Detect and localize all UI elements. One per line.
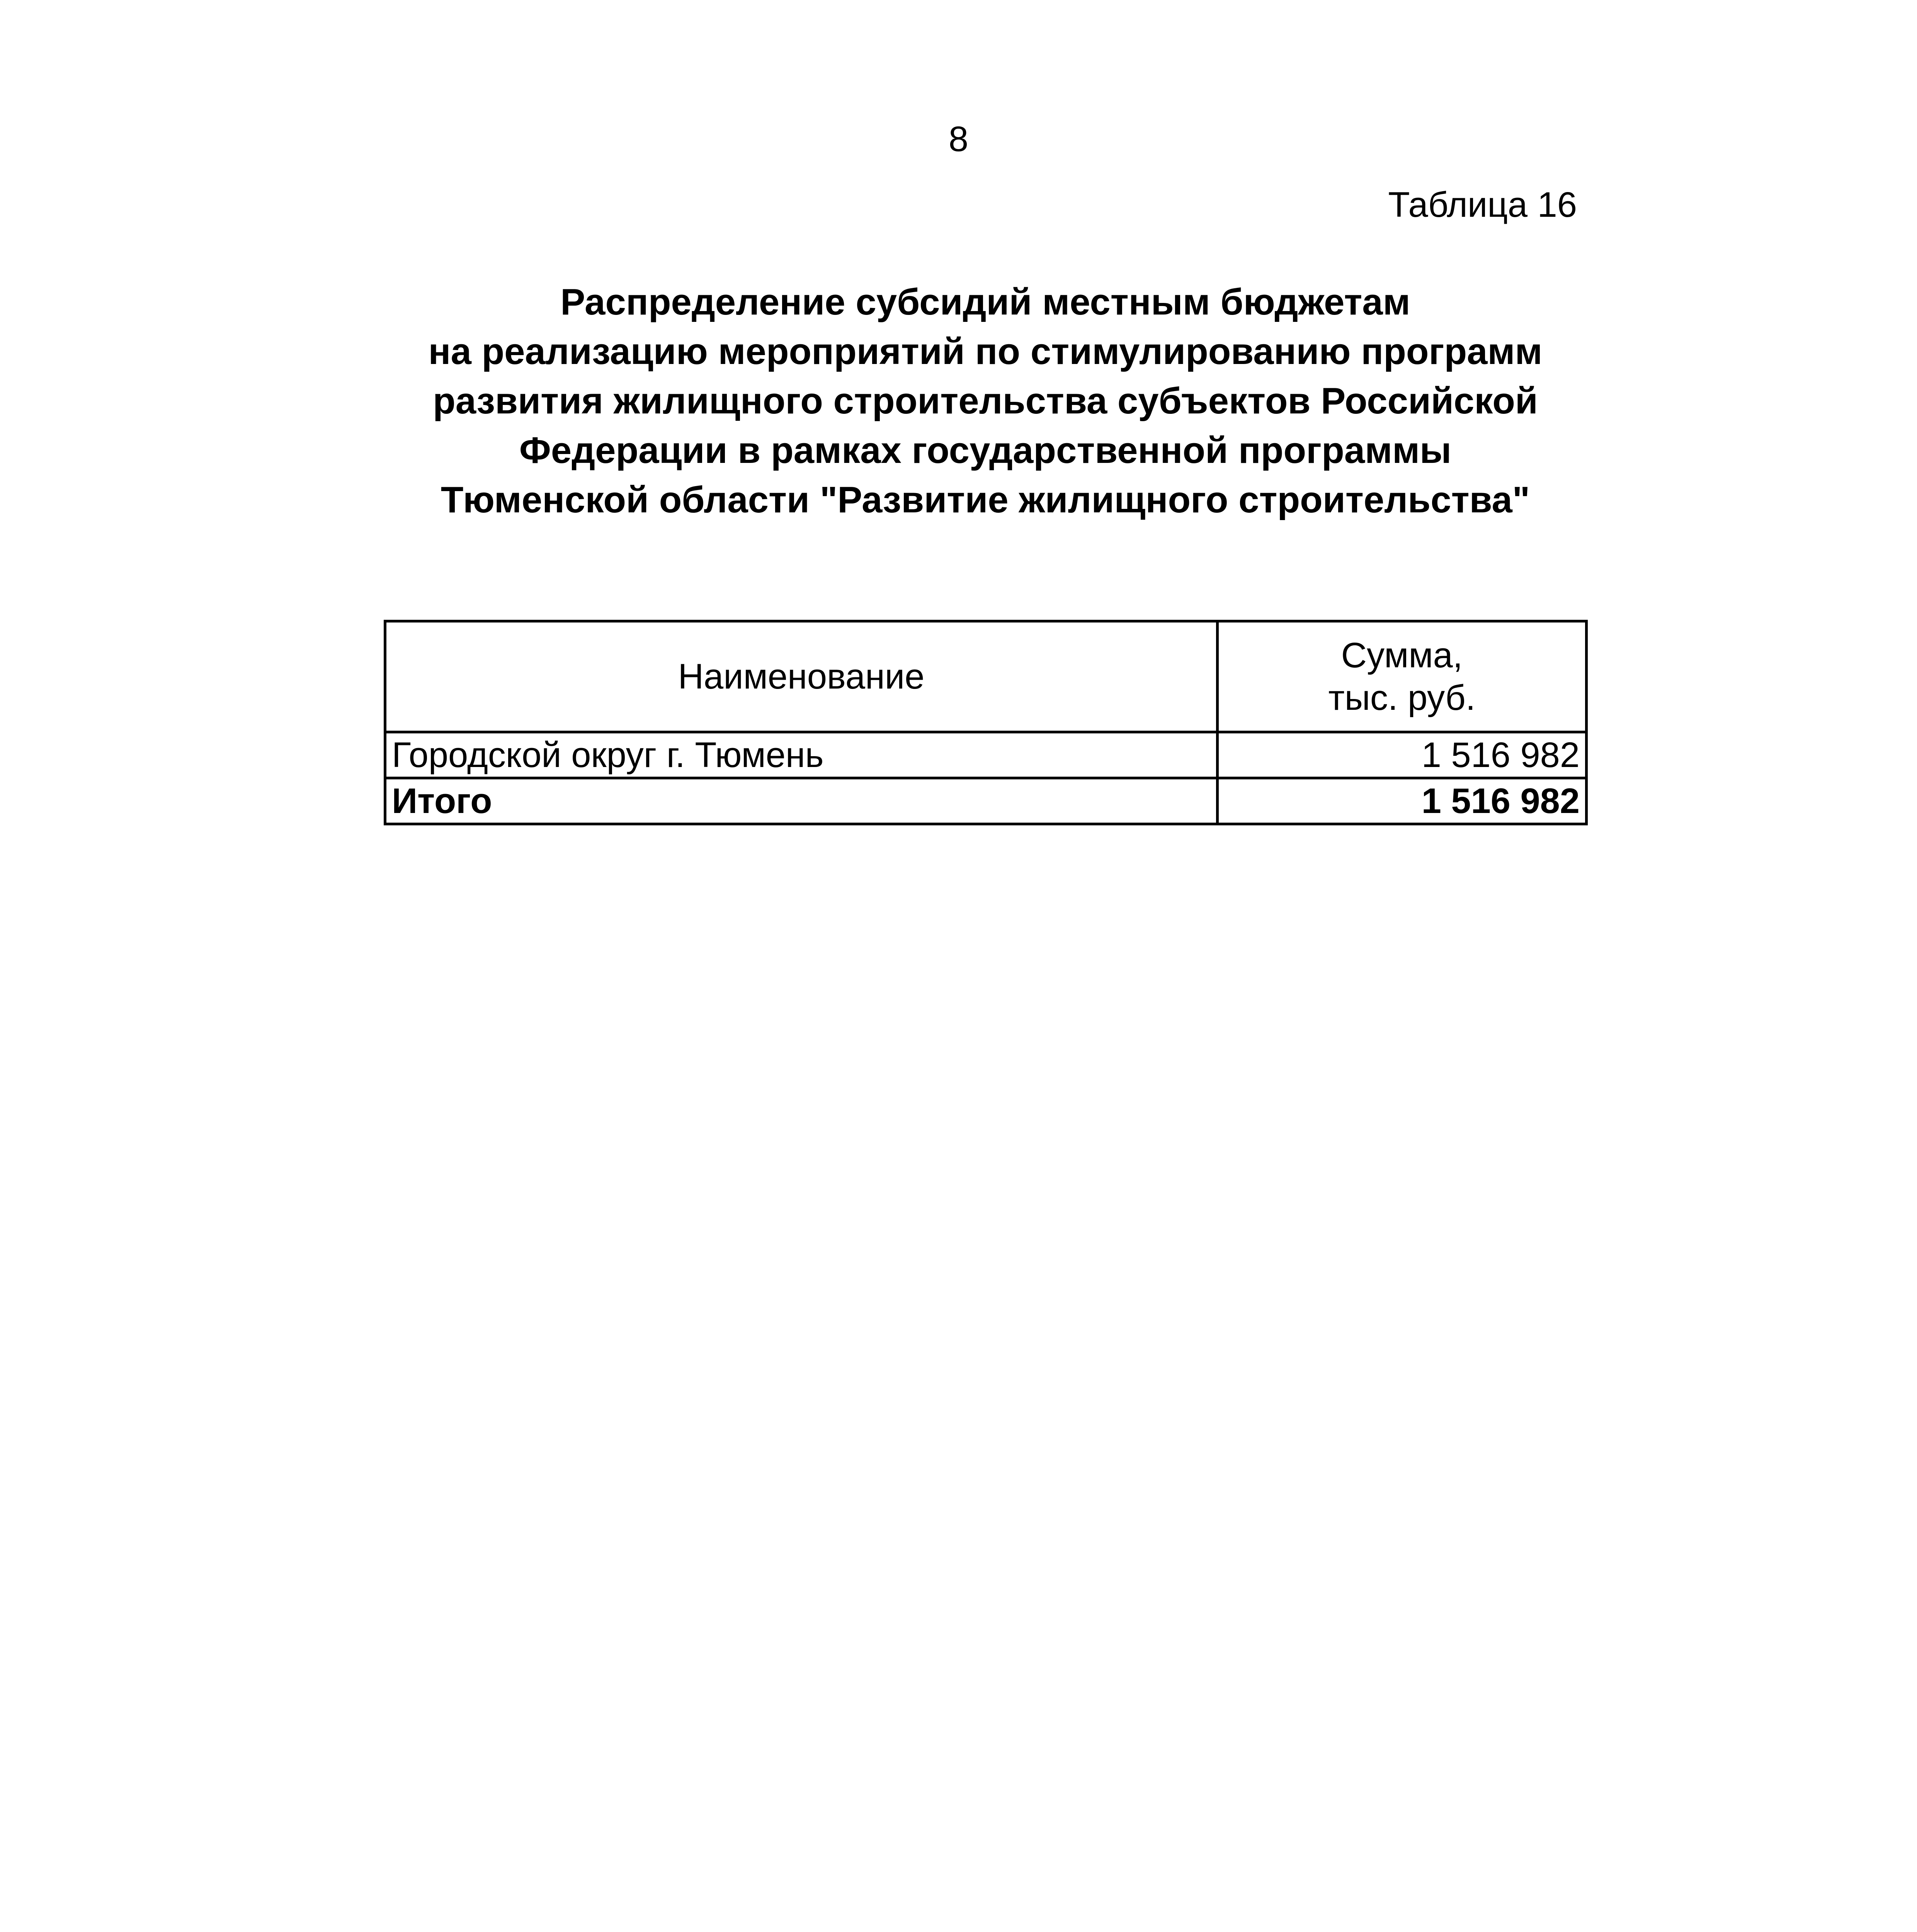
document-title — [0, 277, 1917, 525]
title-line: развития жилищного строительства субъектов Российской — [433, 380, 1538, 422]
title-line: Федерации в рамках государственной программы — [519, 430, 1452, 471]
header-sum-label: Сумма, — [1341, 636, 1463, 675]
header-sum-unit: тыс. руб. — [1328, 678, 1476, 718]
title-line: Распределение субсидий местным бюджетам — [560, 281, 1410, 323]
table-row — [385, 732, 1587, 778]
total-sum: 1 516 982 — [1218, 778, 1587, 824]
title-line: на реализацию мероприятий по стимулированию программ — [428, 331, 1543, 372]
page-number: 8 — [948, 119, 969, 159]
title-line: Тюменской области "Развитие жилищного строительства" — [441, 479, 1530, 520]
row-sum: 1 516 982 — [1218, 732, 1587, 778]
header-sum — [1218, 621, 1587, 732]
total-row — [385, 778, 1587, 824]
total-label: Итого — [385, 778, 1218, 824]
subsidy-table — [384, 620, 1588, 825]
row-name: Городской округ г. Тюмень — [385, 732, 1218, 778]
table-label: Таблица 16 — [1388, 185, 1577, 224]
table-header-row — [385, 621, 1587, 732]
header-name: Наименование — [385, 621, 1218, 732]
